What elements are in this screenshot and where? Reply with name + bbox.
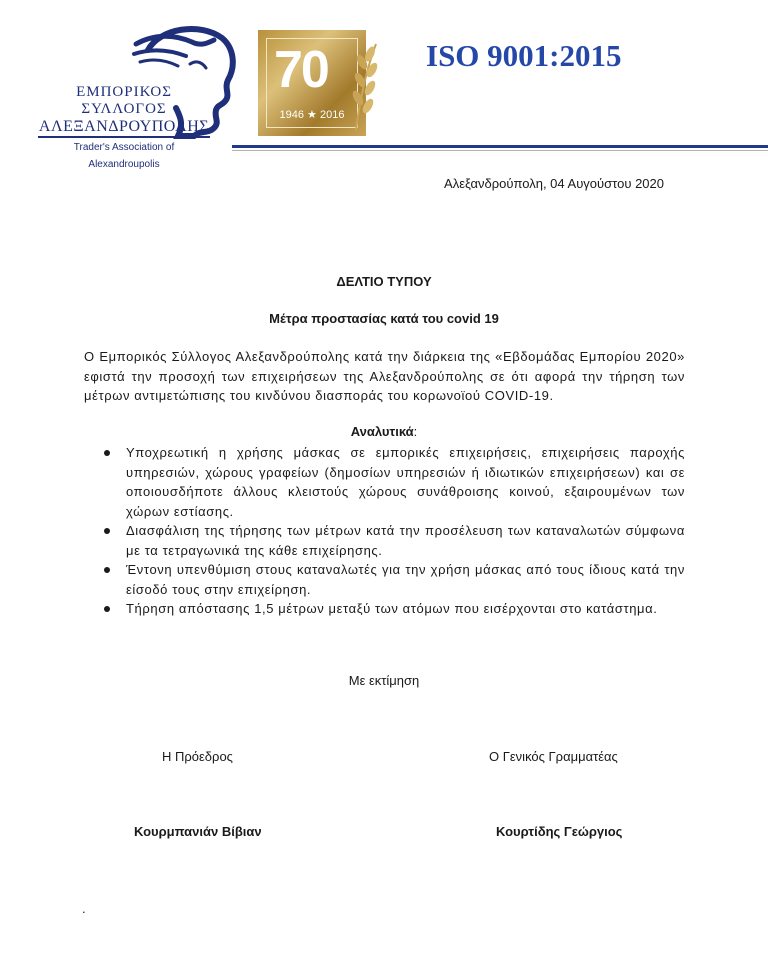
bullet-icon <box>104 606 110 612</box>
bullet-icon <box>104 450 110 456</box>
list-item-text: Έντονη υπενθύμιση στους καταναλωτές για την χρήση μάσκας από τους ίδιους κατά την είσοδό τους στην επιχείρηση. <box>126 562 685 597</box>
president-role: Η Πρόεδρος <box>162 749 233 764</box>
president-name: Κουρμπανιάν Βίβιαν <box>134 824 262 839</box>
document-date: Αλεξανδρούπολη, 04 Αυγούστου 2020 <box>444 176 664 191</box>
letterhead <box>0 0 768 170</box>
secretary-name: Κουρτίδης Γεώργιος <box>496 824 623 839</box>
header-rule <box>232 145 768 148</box>
details-heading <box>0 424 768 439</box>
list-item-text: Διασφάλιση της τήρησης των μέτρων κατά την προσέλευση των καταναλωτών σύμφωνα με τα τετραγωνικά της κάθε επιχείρησης. <box>126 523 685 558</box>
measures-list <box>104 443 685 619</box>
iso-certification: ISO 9001:2015 <box>426 38 622 73</box>
footer-mark: . <box>82 901 86 916</box>
logo-line-1: ΕΜΠΟΡΙΚΟΣ <box>76 84 172 100</box>
list-item <box>104 521 685 560</box>
anniversary-number: 70 <box>274 41 328 99</box>
document-subtitle: Μέτρα προστασίας κατά του covid 19 <box>269 311 499 326</box>
header-rule-thin <box>232 150 768 151</box>
details-colon: : <box>413 424 418 439</box>
bullet-icon <box>104 528 110 534</box>
list-item <box>104 599 685 619</box>
logo-line-3: ΑΛΕΞΑΝΔΡΟΥΠΟΛΗΣ <box>38 118 210 138</box>
association-logo-text <box>38 84 210 173</box>
list-item-text: Τήρηση απόστασης 1,5 μέτρων μεταξύ των ατόμων που εισέρχονται στο κατάστημα. <box>126 601 658 616</box>
logo-line-4: Trader's Association of Alexandroupolis <box>73 142 175 170</box>
list-item <box>104 443 685 521</box>
closing-salutation: Με εκτίμηση <box>348 673 420 688</box>
anniversary-years: 1946 ★ 2016 <box>279 109 345 121</box>
logo-line-2: ΣΥΛΛΟΓΟΣ <box>81 101 167 117</box>
details-label: Αναλυτικά <box>350 424 414 439</box>
document-title: ΔΕΛΤΙΟ ΤΥΠΟΥ <box>336 274 432 289</box>
bullet-icon <box>104 567 110 573</box>
intro-paragraph: Ο Εμπορικός Σύλλογος Αλεξανδρούπολης κατά την διάρκεια της «Εβδομάδας Εμπορίου 2020» εφιστά την προσοχή των επιχειρήσεων της Αλεξανδρούπολης σε ότι αφορά την τήρηση των μέτρων αντιμετώπισης του κινδύνου διασποράς του κορωνοϊού COVID-19. <box>84 349 685 403</box>
laurel-branch-icon <box>350 40 384 132</box>
list-item <box>104 560 685 599</box>
secretary-role: Ο Γενικός Γραμματέας <box>489 749 618 764</box>
list-item-text: Υποχρεωτική η χρήσης μάσκας σε εμπορικές επιχειρήσεις, επιχειρήσεις παροχής υπηρεσιών, χώρους γραφείων (δημοσίων υπηρεσιών ή ιδιωτικών επιχειρήσεων) και σε οποιουσδήποτε άλλους κλειστούς χώρους συνάθροισης κοινού, εξαιρουμένων των χώρων εστίασης. <box>126 445 685 519</box>
